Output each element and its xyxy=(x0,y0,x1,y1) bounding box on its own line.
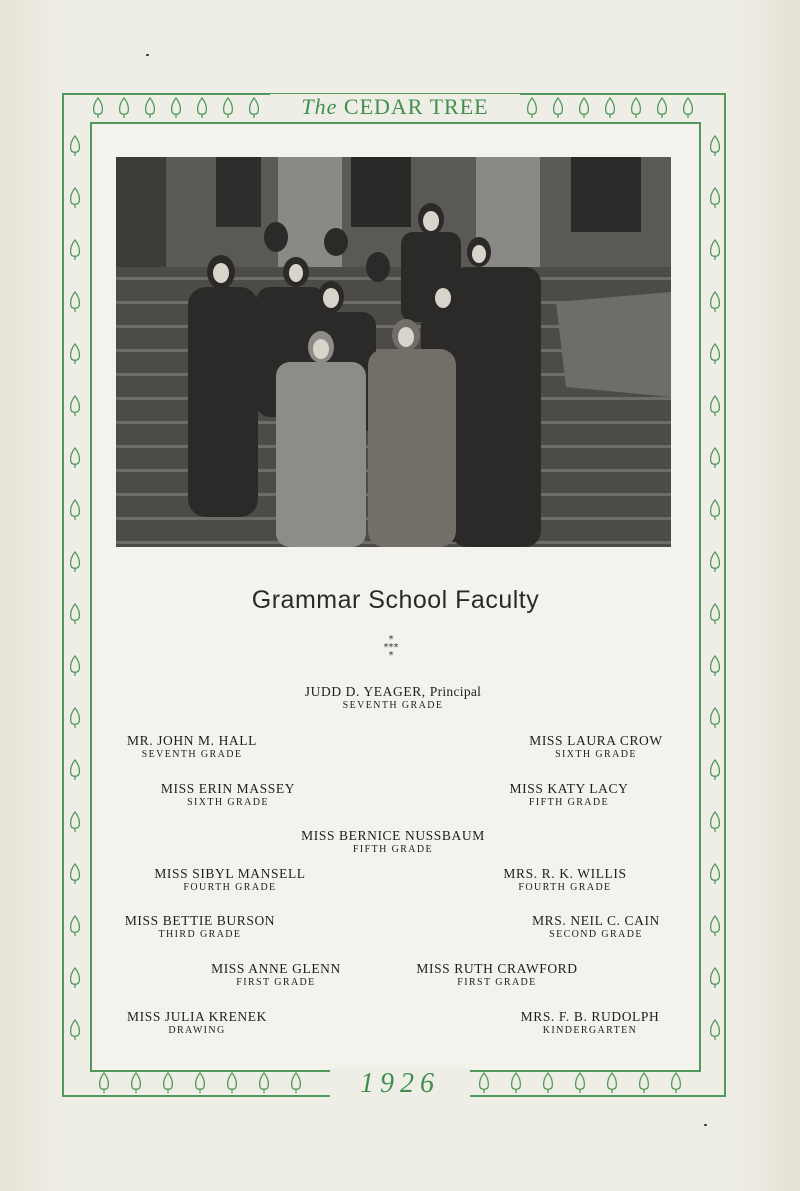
cedar-tree-icon xyxy=(170,97,182,119)
faculty-name: MISS BERNICE NUSSBAUM xyxy=(301,828,485,843)
cedar-tree-icon xyxy=(552,97,564,119)
cedar-tree-icon xyxy=(630,97,642,119)
faculty-entry xyxy=(112,733,272,761)
cedar-tree-icon xyxy=(92,97,104,119)
cedar-tree-icon xyxy=(162,1072,174,1094)
cedar-tree-icon xyxy=(69,603,81,625)
cedar-tree-icon xyxy=(69,759,81,781)
cedar-tree-icon xyxy=(709,551,721,573)
cedar-tree-icon xyxy=(248,97,260,119)
faculty-grade: SEVENTH GRADE xyxy=(141,749,243,760)
cedar-tree-icon xyxy=(709,291,721,313)
principal-name: JUDD D. YEAGER, xyxy=(304,684,426,699)
cedar-tree-icon xyxy=(194,1072,206,1094)
cedar-tree-icon xyxy=(69,291,81,313)
paper-speck xyxy=(704,1124,707,1126)
cedar-tree-icon xyxy=(709,811,721,833)
faculty-name: MISS JULIA KRENEK xyxy=(127,1009,267,1024)
faculty-name: MISS ANNE GLENN xyxy=(211,961,341,976)
faculty-grade: KINDERGARTEN xyxy=(542,1025,638,1036)
cedar-tree-icon xyxy=(226,1072,238,1094)
cedar-tree-icon xyxy=(709,915,721,937)
faculty-group-photo xyxy=(116,157,671,547)
faculty-entry xyxy=(518,733,674,761)
cedar-tree-icon xyxy=(709,499,721,521)
cedar-tree-icon xyxy=(574,1072,586,1094)
cedar-tree-icon xyxy=(709,135,721,157)
cedar-tree-icon xyxy=(69,967,81,989)
faculty-name: MISS KATY LACY xyxy=(509,781,629,796)
principal-entry xyxy=(290,684,496,712)
cedar-tree-icon xyxy=(69,187,81,209)
cedar-tree-icon xyxy=(709,655,721,677)
cedar-tree-icon xyxy=(69,499,81,521)
faculty-grade: SECOND GRADE xyxy=(549,929,643,940)
cedar-tree-icon xyxy=(709,187,721,209)
faculty-grade: FIRST GRADE xyxy=(457,977,537,988)
faculty-entry xyxy=(516,913,676,941)
faculty-name: MISS SIBYL MANSELL xyxy=(154,866,306,881)
faculty-grade: FIFTH GRADE xyxy=(528,797,610,808)
cedar-tree-icon xyxy=(709,239,721,261)
faculty-name: MISS BETTIE BURSON xyxy=(124,913,276,928)
faculty-name: MRS. R. K. WILLIS xyxy=(503,866,627,881)
cedar-tree-icon xyxy=(604,97,616,119)
faculty-entry xyxy=(494,781,644,809)
faculty-entry xyxy=(112,1009,282,1037)
faculty-entry xyxy=(490,866,640,894)
cedar-tree-icon xyxy=(258,1072,270,1094)
faculty-grade: FIRST GRADE xyxy=(236,977,316,988)
cedar-tree-icon xyxy=(144,97,156,119)
cedar-tree-icon xyxy=(69,1019,81,1041)
cedar-tree-icon xyxy=(196,97,208,119)
faculty-entry xyxy=(112,913,288,941)
cedar-tree-icon xyxy=(130,1072,142,1094)
faculty-entry xyxy=(402,961,592,989)
principal-role: Principal xyxy=(429,684,482,699)
footer-year: 1926 xyxy=(330,1068,470,1098)
faculty-grade: FOURTH GRADE xyxy=(183,882,277,893)
cedar-tree-icon xyxy=(578,97,590,119)
cedar-tree-icon xyxy=(656,97,668,119)
faculty-entry xyxy=(286,828,500,856)
cedar-tree-icon xyxy=(69,655,81,677)
cedar-tree-icon xyxy=(69,863,81,885)
faculty-entry xyxy=(502,1009,678,1037)
faculty-name: MRS. F. B. RUDOLPH xyxy=(520,1009,660,1024)
header-cedar-tree: CEDAR TREE xyxy=(343,94,489,119)
cedar-tree-icon xyxy=(709,707,721,729)
cedar-tree-icon xyxy=(682,97,694,119)
faculty-grade: DRAWING xyxy=(168,1025,226,1036)
principal-grade: SEVENTH GRADE xyxy=(342,700,444,711)
cedar-tree-icon xyxy=(98,1072,110,1094)
cedar-tree-icon xyxy=(510,1072,522,1094)
faculty-grade: FOURTH GRADE xyxy=(518,882,612,893)
faculty-name: MISS RUTH CRAWFORD xyxy=(416,961,578,976)
cedar-tree-icon xyxy=(69,811,81,833)
faculty-name: MISS LAURA CROW xyxy=(529,733,663,748)
cedar-tree-icon xyxy=(118,97,130,119)
cedar-tree-icon xyxy=(670,1072,682,1094)
cedar-tree-icon xyxy=(709,343,721,365)
cedar-tree-icon xyxy=(69,239,81,261)
cedar-tree-icon xyxy=(709,1019,721,1041)
cedar-tree-icon xyxy=(69,915,81,937)
cedar-tree-icon xyxy=(709,603,721,625)
cedar-tree-icon xyxy=(709,759,721,781)
faculty-name: MRS. NEIL C. CAIN xyxy=(532,913,660,928)
cedar-tree-icon xyxy=(69,447,81,469)
cedar-tree-icon xyxy=(290,1072,302,1094)
header-title xyxy=(270,94,520,122)
cedar-tree-icon xyxy=(709,395,721,417)
cedar-tree-icon xyxy=(69,707,81,729)
cedar-tree-icon xyxy=(222,97,234,119)
header-the: The xyxy=(301,94,338,119)
section-title: Grammar School Faculty xyxy=(251,586,540,614)
cedar-tree-icon xyxy=(526,97,538,119)
cedar-tree-icon xyxy=(606,1072,618,1094)
cedar-tree-icon xyxy=(69,395,81,417)
cedar-tree-icon xyxy=(709,967,721,989)
faculty-name: MISS ERIN MASSEY xyxy=(160,781,296,796)
cedar-tree-icon xyxy=(709,447,721,469)
faculty-name: MR. JOHN M. HALL xyxy=(127,733,257,748)
cedar-tree-icon xyxy=(542,1072,554,1094)
faculty-grade: FIFTH GRADE xyxy=(352,844,434,855)
cedar-tree-icon xyxy=(69,135,81,157)
faculty-entry xyxy=(198,961,354,989)
faculty-grade: THIRD GRADE xyxy=(158,929,242,940)
asterism-ornament: * *** * xyxy=(383,634,399,661)
faculty-grade: SIXTH GRADE xyxy=(555,749,637,760)
paper-speck xyxy=(146,54,149,56)
cedar-tree-icon xyxy=(709,863,721,885)
faculty-entry xyxy=(146,781,310,809)
cedar-tree-icon xyxy=(69,343,81,365)
cedar-tree-icon xyxy=(478,1072,490,1094)
cedar-tree-icon xyxy=(69,551,81,573)
cedar-tree-icon xyxy=(638,1072,650,1094)
faculty-grade: SIXTH GRADE xyxy=(187,797,269,808)
faculty-entry xyxy=(142,866,318,894)
